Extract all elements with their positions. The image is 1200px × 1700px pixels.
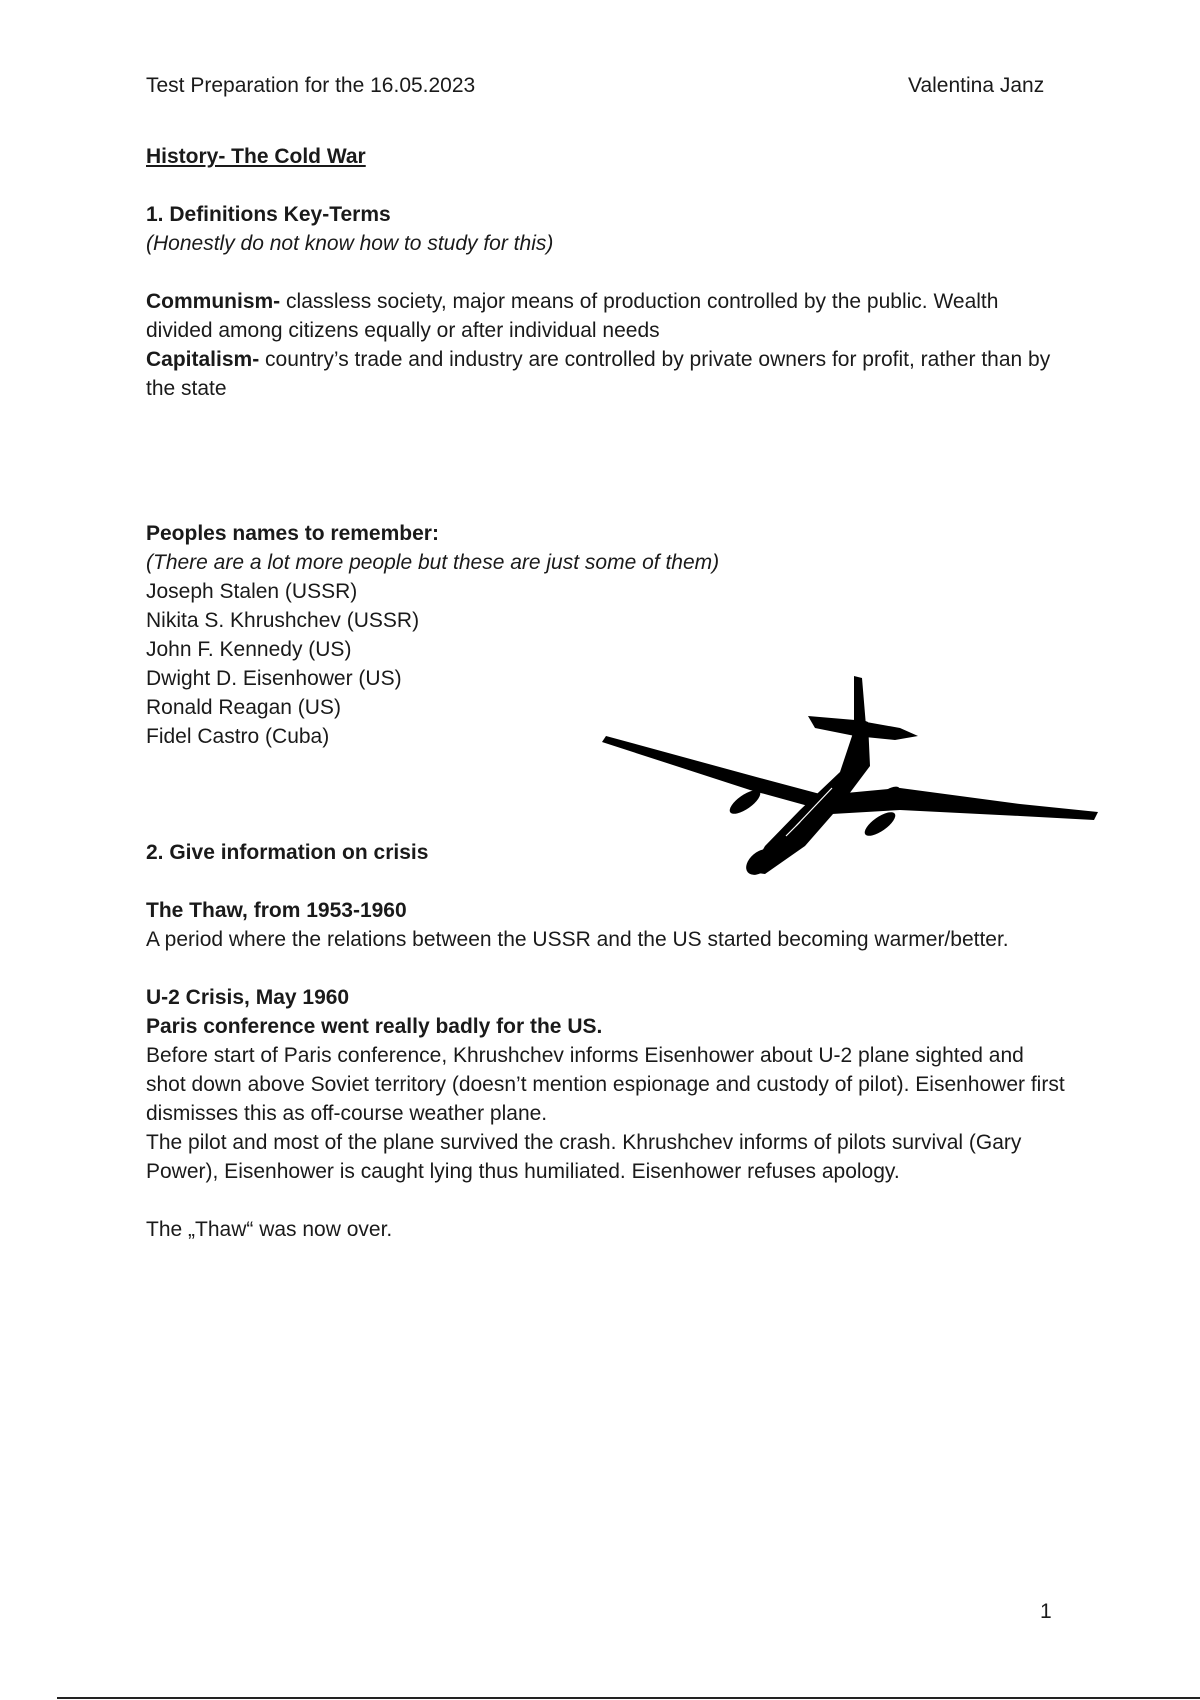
- u2-conclusion: The „Thaw“ was now over.: [146, 1218, 393, 1241]
- term-definition: country’s trade and industry are controlled by private owners for profit, rather than by the state: [146, 348, 1051, 400]
- person-item: Joseph Stalen (USSR): [146, 580, 358, 603]
- page-number: 1: [1040, 1600, 1052, 1623]
- person-item: Dwight D. Eisenhower (US): [146, 667, 402, 690]
- term-capitalism: [146, 345, 1066, 403]
- section1-heading: 1. Definitions Key-Terms: [146, 203, 391, 226]
- person-item: Nikita S. Khrushchev (USSR): [146, 609, 420, 632]
- u2-paragraph-1: Before start of Paris conference, Khrushchev informs Eisenhower about U-2 plane sighted and shot down above Soviet territory (doesn’t mention espionage and custody of pilot). Eisenhower first dismisses this as off-course weather plane.: [146, 1044, 1065, 1125]
- u2-paragraph-2: The pilot and most of the plane survived the crash. Khrushchev informs of pilots survival (Gary Power), Eisenhower is caught lying thus humiliated. Eisenhower refuses apology.: [146, 1131, 1022, 1183]
- document-title: History- The Cold War: [146, 145, 366, 168]
- u2-title: U-2 Crisis, May 1960: [146, 986, 350, 1009]
- person-item: Ronald Reagan (US): [146, 696, 341, 719]
- section2-heading: 2. Give information on crisis: [146, 841, 429, 864]
- section1-note: (Honestly do not know how to study for this): [146, 232, 554, 255]
- person-item: John F. Kennedy (US): [146, 638, 352, 661]
- term-communism: [146, 287, 1066, 345]
- u2-subtitle: Paris conference went really badly for the US.: [146, 1015, 603, 1038]
- header-left: Test Preparation for the 16.05.2023: [146, 74, 476, 97]
- people-note: (There are a lot more people but these are just some of them): [146, 551, 720, 574]
- term-label: Capitalism-: [146, 348, 260, 371]
- person-item: Fidel Castro (Cuba): [146, 725, 330, 748]
- bottom-divider: [57, 1697, 1200, 1699]
- term-definition: classless society, major means of production controlled by the public. Wealth divided among citizens equally or after individual needs: [146, 290, 999, 342]
- thaw-text: A period where the relations between the USSR and the US started becoming warmer/better.: [146, 928, 1009, 951]
- thaw-title: The Thaw, from 1953-1960: [146, 899, 407, 922]
- term-label: Communism-: [146, 290, 281, 313]
- people-heading: Peoples names to remember:: [146, 522, 439, 545]
- u2-plane-icon: [600, 676, 1100, 886]
- header-right: Valentina Janz: [908, 74, 1045, 97]
